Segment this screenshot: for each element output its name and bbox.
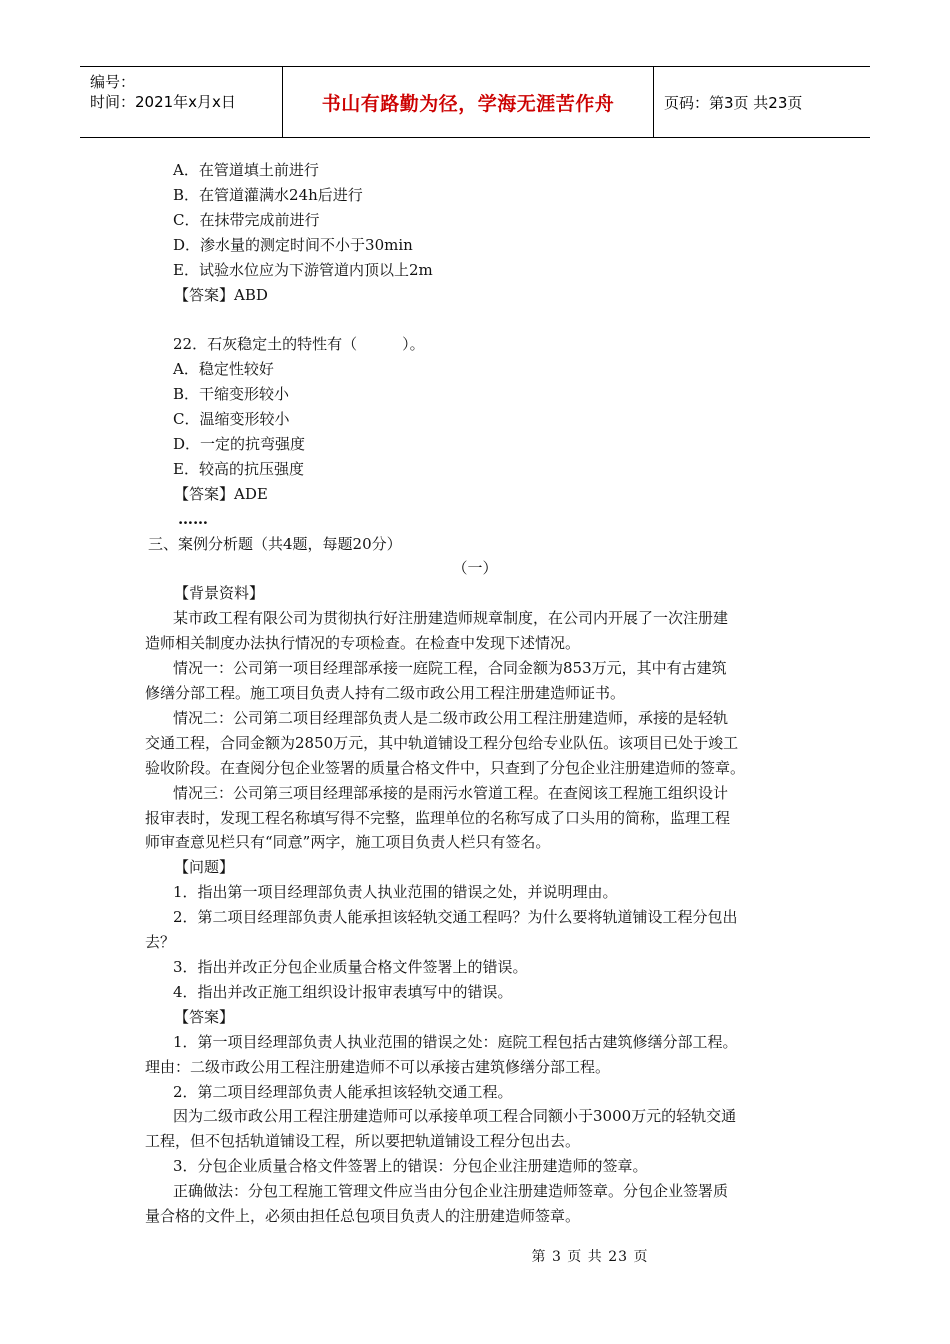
question-line: 1．指出第一项目经理部负责人执业范围的错误之处，并说明理由。 bbox=[173, 883, 618, 902]
background-line: 某市政工程有限公司为贯彻执行好注册建造师规章制度，在公司内开展了一次注册建 bbox=[173, 609, 729, 628]
background-line: 修缮分部工程。施工项目负责人持有二级市政公用工程注册建造师证书。 bbox=[145, 684, 626, 703]
q22-option-a: A．稳定性较好 bbox=[173, 360, 274, 379]
answer-line: 理由：二级市政公用工程注册建造师不可以承接古建筑修缮分部工程。 bbox=[145, 1057, 611, 1076]
question-line: 2．第二项目经理部负责人能承担该轻轨交通工程吗？为什么要将轨道铺设工程分包出 bbox=[173, 908, 738, 927]
answer-line: 正确做法：分包工程施工管理文件应当由分包企业注册建造师签章。分包企业签署质 bbox=[173, 1182, 729, 1201]
case-number: （一） bbox=[452, 559, 498, 578]
document-number-label: 编号： bbox=[90, 73, 136, 91]
q21-option-e: E．试验水位应为下游管道内顶以上2m bbox=[173, 260, 433, 279]
page-footer: 第 3 页 共 23 页 bbox=[531, 1249, 649, 1265]
answer-line: 1．第一项目经理部负责人执业范围的错误之处：庭院工程包括古建筑修缮分部工程。 bbox=[173, 1032, 738, 1051]
header-meta-cell bbox=[80, 67, 283, 137]
question-label: 【问题】 bbox=[174, 858, 235, 877]
header-page-info: 页码：第3页 共23页 bbox=[664, 93, 803, 112]
background-line: 情况二：公司第二项目经理部负责人是二级市政公用工程注册建造师，承接的是轻轨 bbox=[173, 708, 729, 727]
background-line: 造师相关制度办法执行情况的专项检查。在检查中发现下述情况。 bbox=[145, 634, 581, 653]
answer-line: 2．第二项目经理部负责人能承担该轻轨交通工程。 bbox=[173, 1082, 513, 1101]
answer-line: 3．分包企业质量合格文件签署上的错误：分包企业注册建造师的签章。 bbox=[173, 1157, 648, 1176]
background-line: 情况一：公司第一项目经理部承接一庭院工程，合同金额为853万元，其中有古建筑 bbox=[173, 659, 727, 678]
header-motto-cell bbox=[283, 67, 654, 137]
background-line: 师审查意见栏只有“同意”两字，施工项目负责人栏只有签名。 bbox=[145, 833, 551, 852]
background-line: 验收阶段。在查阅分包企业签署的质量合格文件中，只查到了分包企业注册建造师的签章。 bbox=[145, 758, 746, 777]
answer-label: 【答案】 bbox=[174, 1007, 235, 1026]
q21-option-c: C．在抹带完成前进行 bbox=[173, 210, 320, 229]
q22-answer: 【答案】ADE bbox=[174, 484, 268, 503]
question-line: 4．指出并改正施工组织设计报审表填写中的错误。 bbox=[173, 982, 513, 1001]
question-line: 去？ bbox=[145, 933, 176, 952]
background-line: 交通工程，合同金额为2850万元，其中轨道铺设工程分包给专业队伍。该项目已处于竣工 bbox=[145, 733, 739, 752]
q22-option-e: E．较高的抗压强度 bbox=[173, 459, 304, 478]
spacer bbox=[145, 307, 805, 332]
header-page-cell bbox=[654, 67, 870, 137]
ellipsis: …… bbox=[178, 509, 208, 528]
q22-option-d: D．一定的抗弯强度 bbox=[173, 434, 306, 453]
q22-option-c: C．温缩变形较小 bbox=[173, 410, 290, 429]
q22-stem: 22．石灰稳定土的特性有（ ）。 bbox=[173, 335, 425, 354]
background-label: 【背景资料】 bbox=[174, 584, 265, 603]
answer-line: 因为二级市政公用工程注册建造师可以承接单项工程合同额小于3000万元的轻轨交通 bbox=[173, 1107, 737, 1126]
q21-option-a: A．在管道填土前进行 bbox=[173, 161, 319, 179]
question-line: 3．指出并改正分包企业质量合格文件签署上的错误。 bbox=[173, 957, 528, 976]
section-title: 三、案例分析题（共4题，每题20分） bbox=[148, 534, 402, 553]
q21-option-d: D．渗水量的测定时间不小于30min bbox=[173, 235, 413, 254]
background-line: 报审表时，发现工程名称填写得不完整，监理单位的名称写成了口头用的简称，监理工程 bbox=[145, 808, 731, 827]
answer-line: 工程，但不包括轨道铺设工程，所以要把轨道铺设工程分包出去。 bbox=[145, 1132, 581, 1151]
document-body bbox=[145, 158, 805, 1229]
document-date-label: 时间：2021年x月x日 bbox=[90, 93, 236, 111]
q21-answer: 【答案】ABD bbox=[174, 285, 268, 304]
header-motto: 书山有路勤为径，学海无涯苦作舟 bbox=[321, 92, 615, 115]
q21-option-b: B．在管道灌满水24h后进行 bbox=[173, 185, 363, 204]
background-line: 情况三：公司第三项目经理部承接的是雨污水管道工程。在查阅该工程施工组织设计 bbox=[173, 783, 729, 802]
document-header bbox=[80, 66, 870, 138]
answer-line: 量合格的文件上，必须由担任总包项目负责人的注册建造师签章。 bbox=[145, 1207, 581, 1226]
q22-option-b: B．干缩变形较小 bbox=[173, 385, 290, 404]
